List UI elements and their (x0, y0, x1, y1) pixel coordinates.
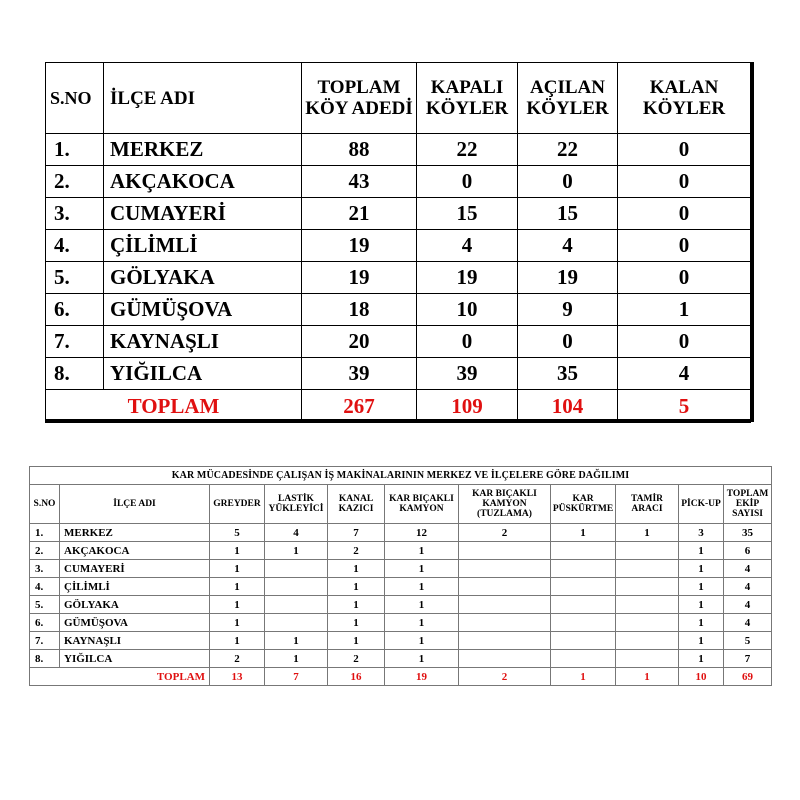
row-total: 39 (302, 358, 417, 390)
header-pickup: PİCK-UP (679, 485, 724, 524)
row-district: CUMAYERİ (104, 198, 302, 230)
cell-puskurtme (551, 578, 616, 596)
cell-tuzlama (459, 632, 551, 650)
total-label: TOPLAM (30, 668, 210, 686)
header-tamir-line2: ARACI (631, 504, 663, 514)
header-lastik-line2: YÜKLEYİCİ (268, 504, 324, 514)
total-lastik: 7 (265, 668, 328, 686)
header-total-line2: KÖY ADEDİ (305, 98, 413, 119)
total-villages: 267 (302, 390, 417, 423)
row-closed: 39 (417, 358, 518, 390)
table-row (46, 326, 751, 358)
cell-ekip: 4 (724, 578, 772, 596)
header-kanal-kazici (328, 485, 385, 524)
table-row (30, 524, 772, 542)
row-closed: 22 (417, 134, 518, 166)
table-row (46, 166, 751, 198)
header-kar-bicakli-tuzlama (459, 485, 551, 524)
row-opened: 9 (518, 294, 618, 326)
cell-pickup: 1 (679, 596, 724, 614)
cell-greyder: 1 (210, 578, 265, 596)
table-row (46, 262, 751, 294)
row-sno: 7. (46, 326, 104, 358)
cell-greyder: 1 (210, 632, 265, 650)
row-remaining: 0 (618, 198, 751, 230)
cell-greyder: 5 (210, 524, 265, 542)
row-total: 88 (302, 134, 417, 166)
cell-ekip: 35 (724, 524, 772, 542)
cell-puskurtme (551, 632, 616, 650)
table-row (46, 198, 751, 230)
row-closed: 10 (417, 294, 518, 326)
table-row (30, 542, 772, 560)
header-closed-line2: KÖYLER (425, 98, 509, 119)
cell-tamir: 1 (616, 524, 679, 542)
row-opened: 0 (518, 326, 618, 358)
cell-kanal: 1 (328, 632, 385, 650)
machinery-table-wrapper (29, 466, 771, 686)
row-total: 20 (302, 326, 417, 358)
cell-tamir (616, 560, 679, 578)
total-ekip: 69 (724, 668, 772, 686)
total-tamir: 1 (616, 668, 679, 686)
cell-tuzlama (459, 542, 551, 560)
cell-tamir (616, 650, 679, 668)
cell-name: CUMAYERİ (60, 560, 210, 578)
cell-greyder: 1 (210, 596, 265, 614)
total-kanal: 16 (328, 668, 385, 686)
cell-bicakli: 1 (385, 614, 459, 632)
cell-pickup: 1 (679, 632, 724, 650)
header-kar-bicakli-kamyon (385, 485, 459, 524)
row-remaining: 0 (618, 262, 751, 294)
cell-pickup: 1 (679, 650, 724, 668)
row-district: KAYNAŞLI (104, 326, 302, 358)
row-district: ÇİLİMLİ (104, 230, 302, 262)
total-puskurtme: 1 (551, 668, 616, 686)
header-sno: S.NO (30, 485, 60, 524)
total-greyder: 13 (210, 668, 265, 686)
cell-name: YIĞILCA (60, 650, 210, 668)
cell-greyder: 2 (210, 650, 265, 668)
cell-name: GÜMÜŞOVA (60, 614, 210, 632)
cell-greyder: 1 (210, 614, 265, 632)
cell-tuzlama (459, 578, 551, 596)
cell-puskurtme (551, 542, 616, 560)
cell-puskurtme (551, 596, 616, 614)
cell-name: AKÇAKOCA (60, 542, 210, 560)
cell-puskurtme (551, 650, 616, 668)
row-district: GÜMÜŞOVA (104, 294, 302, 326)
cell-kanal: 1 (328, 596, 385, 614)
header-lastik-yukleyici (265, 485, 328, 524)
header-opened-line1: AÇILAN (530, 77, 605, 98)
header-tuzlama-line1: KAR BIÇAKLI (472, 489, 537, 499)
table-title-row (30, 467, 772, 485)
header-kanal-line2: KAZICI (338, 504, 374, 514)
cell-ekip: 6 (724, 542, 772, 560)
cell-puskurtme (551, 560, 616, 578)
table-row (30, 596, 772, 614)
table-row (46, 358, 751, 390)
header-remaining-line1: KALAN (649, 77, 719, 98)
table-row (30, 560, 772, 578)
cell-no: 8. (30, 650, 60, 668)
row-remaining: 4 (618, 358, 751, 390)
total-remaining: 5 (618, 390, 751, 423)
cell-no: 5. (30, 596, 60, 614)
cell-name: GÖLYAKA (60, 596, 210, 614)
table-row (30, 650, 772, 668)
header-tuzlama-line2: KAMYON (482, 499, 527, 509)
cell-tuzlama (459, 596, 551, 614)
cell-tamir (616, 578, 679, 596)
cell-lastik: 4 (265, 524, 328, 542)
cell-lastik (265, 578, 328, 596)
cell-pickup: 1 (679, 578, 724, 596)
row-district: AKÇAKOCA (104, 166, 302, 198)
row-remaining: 1 (618, 294, 751, 326)
header-closed-villages (417, 63, 518, 134)
header-district-name: İLÇE ADI (104, 63, 302, 134)
cell-bicakli: 1 (385, 650, 459, 668)
row-opened: 0 (518, 166, 618, 198)
cell-pickup: 3 (679, 524, 724, 542)
cell-kanal: 7 (328, 524, 385, 542)
row-remaining: 0 (618, 326, 751, 358)
village-status-table (45, 62, 751, 423)
cell-ekip: 4 (724, 596, 772, 614)
cell-name: MERKEZ (60, 524, 210, 542)
row-district: YIĞILCA (104, 358, 302, 390)
row-sno: 4. (46, 230, 104, 262)
cell-lastik (265, 596, 328, 614)
row-closed: 0 (417, 166, 518, 198)
row-total: 18 (302, 294, 417, 326)
row-closed: 19 (417, 262, 518, 294)
cell-kanal: 1 (328, 614, 385, 632)
cell-tuzlama (459, 560, 551, 578)
cell-kanal: 2 (328, 542, 385, 560)
total-row (46, 390, 751, 423)
cell-pickup: 1 (679, 542, 724, 560)
table-header-row (30, 485, 772, 524)
cell-tuzlama: 2 (459, 524, 551, 542)
cell-no: 2. (30, 542, 60, 560)
total-bicakli: 19 (385, 668, 459, 686)
header-puskurtme-line1: KAR (572, 494, 594, 504)
row-opened: 19 (518, 262, 618, 294)
header-total-villages (302, 63, 417, 134)
header-lastik-line1: LASTİK (278, 494, 314, 504)
row-total: 43 (302, 166, 417, 198)
cell-tamir (616, 542, 679, 560)
row-total: 19 (302, 230, 417, 262)
row-sno: 6. (46, 294, 104, 326)
total-closed: 109 (417, 390, 518, 423)
header-tamir-line1: TAMİR (630, 494, 664, 504)
header-sno: S.NO (46, 63, 104, 134)
header-closed-line1: KAPALI (430, 77, 504, 98)
cell-lastik: 1 (265, 632, 328, 650)
cell-bicakli: 12 (385, 524, 459, 542)
table-row (30, 578, 772, 596)
header-kar-puskurtme (551, 485, 616, 524)
row-district: MERKEZ (104, 134, 302, 166)
cell-bicakli: 1 (385, 560, 459, 578)
cell-tamir (616, 614, 679, 632)
cell-lastik: 1 (265, 542, 328, 560)
header-bicakli-line1: KAR BIÇAKLI (389, 494, 454, 504)
cell-bicakli: 1 (385, 596, 459, 614)
cell-tamir (616, 596, 679, 614)
cell-lastik: 1 (265, 650, 328, 668)
cell-lastik (265, 614, 328, 632)
cell-no: 7. (30, 632, 60, 650)
cell-no: 1. (30, 524, 60, 542)
header-total-line1: TOPLAM (317, 77, 401, 98)
header-kanal-line1: KANAL (338, 494, 374, 504)
table-title: KAR MÜCADESİNDE ÇALIŞAN İŞ MAKİNALARININ MERKEZ VE İLÇELERE GÖRE DAĞILIMI (30, 467, 772, 485)
cell-name: KAYNAŞLI (60, 632, 210, 650)
cell-ekip: 4 (724, 560, 772, 578)
cell-kanal: 1 (328, 578, 385, 596)
header-opened-line2: KÖYLER (526, 98, 609, 119)
machinery-distribution-table (29, 466, 772, 686)
table-row (46, 230, 751, 262)
row-closed: 0 (417, 326, 518, 358)
cell-no: 6. (30, 614, 60, 632)
row-closed: 4 (417, 230, 518, 262)
cell-kanal: 2 (328, 650, 385, 668)
cell-tamir (616, 632, 679, 650)
cell-greyder: 1 (210, 542, 265, 560)
header-district-name: İLÇE ADI (60, 485, 210, 524)
header-opened-villages (518, 63, 618, 134)
row-closed: 15 (417, 198, 518, 230)
cell-bicakli: 1 (385, 578, 459, 596)
row-sno: 5. (46, 262, 104, 294)
header-bicakli-line2: KAMYON (399, 504, 444, 514)
cell-pickup: 1 (679, 614, 724, 632)
row-remaining: 0 (618, 134, 751, 166)
row-remaining: 0 (618, 230, 751, 262)
table-row (30, 614, 772, 632)
table-row (30, 632, 772, 650)
cell-ekip: 5 (724, 632, 772, 650)
cell-no: 4. (30, 578, 60, 596)
table-row (46, 294, 751, 326)
row-district: GÖLYAKA (104, 262, 302, 294)
row-opened: 15 (518, 198, 618, 230)
cell-bicakli: 1 (385, 542, 459, 560)
row-sno: 2. (46, 166, 104, 198)
row-sno: 3. (46, 198, 104, 230)
cell-puskurtme: 1 (551, 524, 616, 542)
total-label: TOPLAM (46, 390, 302, 423)
cell-kanal: 1 (328, 560, 385, 578)
header-remaining-line2: KÖYLER (642, 98, 726, 119)
row-opened: 35 (518, 358, 618, 390)
header-greyder: GREYDER (210, 485, 265, 524)
row-remaining: 0 (618, 166, 751, 198)
cell-name: ÇİLİMLİ (60, 578, 210, 596)
cell-bicakli: 1 (385, 632, 459, 650)
machinery-table-body (30, 524, 772, 668)
total-opened: 104 (518, 390, 618, 423)
row-total: 19 (302, 262, 417, 294)
row-sno: 1. (46, 134, 104, 166)
row-sno: 8. (46, 358, 104, 390)
table-row (46, 134, 751, 166)
total-row (30, 668, 772, 686)
cell-greyder: 1 (210, 560, 265, 578)
total-tuzlama: 2 (459, 668, 551, 686)
row-total: 21 (302, 198, 417, 230)
cell-tuzlama (459, 614, 551, 632)
header-toplam-ekip (724, 485, 772, 524)
header-tamir-araci (616, 485, 679, 524)
total-pickup: 10 (679, 668, 724, 686)
cell-ekip: 7 (724, 650, 772, 668)
header-ekip-line1: TOPLAM EKİP (726, 489, 769, 509)
header-ekip-line2: SAYISI (732, 509, 763, 519)
cell-puskurtme (551, 614, 616, 632)
cell-tuzlama (459, 650, 551, 668)
village-status-table-wrapper (45, 62, 751, 422)
header-remaining-villages (618, 63, 751, 134)
header-tuzlama-line3: (TUZLAMA) (477, 509, 532, 519)
cell-ekip: 4 (724, 614, 772, 632)
cell-pickup: 1 (679, 560, 724, 578)
cell-no: 3. (30, 560, 60, 578)
cell-lastik (265, 560, 328, 578)
header-puskurtme-line2: PÜSKÜRTME (552, 504, 614, 514)
table-header-row (46, 63, 751, 134)
row-opened: 22 (518, 134, 618, 166)
row-opened: 4 (518, 230, 618, 262)
